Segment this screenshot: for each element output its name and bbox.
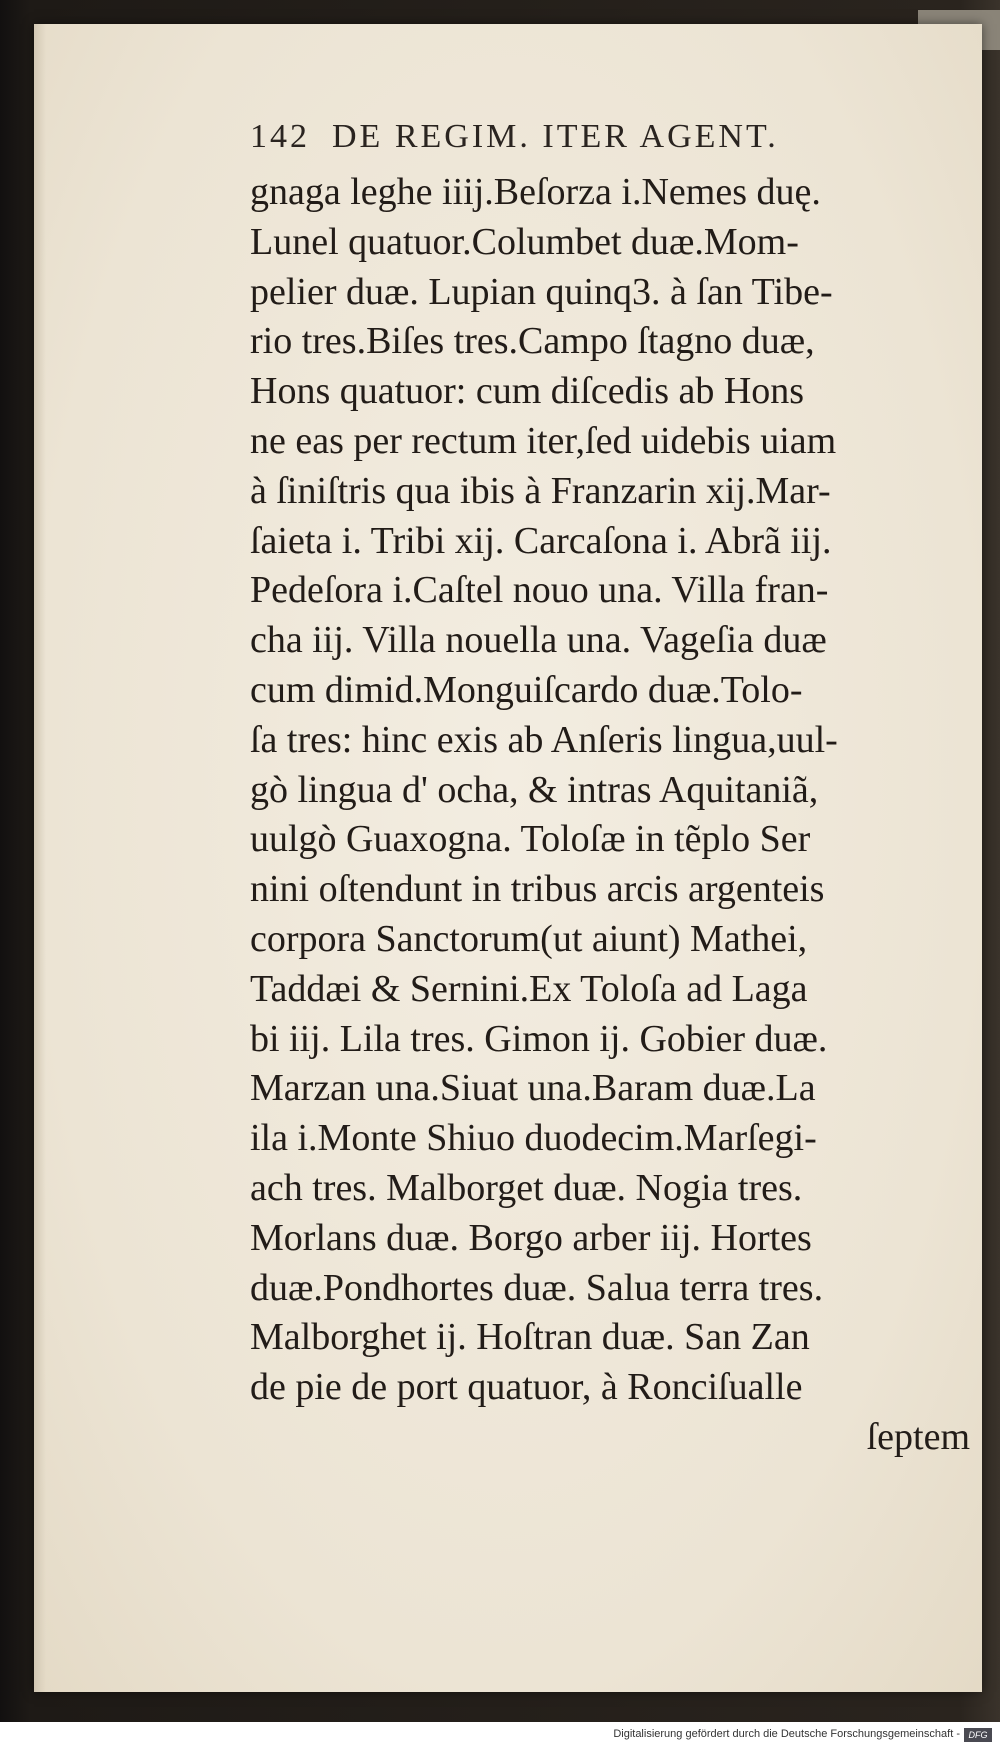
text-line: ſaieta i. Tribi xij. Carcaſona i. Abrã iij. bbox=[250, 519, 832, 562]
dfg-logo-icon: DFG bbox=[964, 1728, 992, 1742]
text-line: Pedeſora i.Caſtel nouo una. Villa fran- bbox=[250, 569, 829, 612]
text-line: à ſiniſtris qua ibis à Franzarin xij.Mar- bbox=[250, 469, 831, 512]
text-line: Morlans duæ. Borgo arber iij. Hortes bbox=[250, 1216, 812, 1259]
funding-credit: Digitalisierung gefördert durch die Deutsche Forschungsgemeinschaft - bbox=[613, 1728, 960, 1740]
running-head-title: DE REGIM. ITER AGENT. bbox=[332, 118, 779, 155]
text-line: de pie de port quatuor, à Ronciſualle bbox=[250, 1366, 803, 1409]
body-text bbox=[250, 168, 970, 1463]
page-number: 142 bbox=[250, 118, 310, 155]
text-line: pelier duæ. Lupian quinq3. à ſan Tibe- bbox=[250, 270, 833, 313]
catchword: ſeptem bbox=[866, 1415, 970, 1458]
text-line: cum dimid.Monguiſcardo duæ.Tolo- bbox=[250, 668, 803, 711]
page-gutter-shadow bbox=[34, 24, 46, 1692]
text-line: gnaga leghe iiij.Beſorza i.Nemes duę. bbox=[250, 171, 821, 213]
text-line: Taddæi & Sernini.Ex Toloſa ad Laga bbox=[250, 967, 808, 1010]
text-line: Malborghet ij. Hoſtran duæ. San Zan bbox=[250, 1316, 810, 1359]
running-head bbox=[250, 118, 930, 158]
text-line: bi iij. Lila tres. Gimon ij. Gobier duæ. bbox=[250, 1017, 828, 1060]
text-line: corpora Sanctorum(ut aiunt) Mathei, bbox=[250, 917, 808, 960]
text-line: ne eas per rectum iter,ſed uidebis uiam bbox=[250, 419, 837, 462]
text-line: cha iij. Villa nouella una. Vageſia duæ bbox=[250, 619, 827, 662]
text-line: ach tres. Malborget duæ. Nogia tres. bbox=[250, 1166, 803, 1209]
digitization-footer bbox=[0, 1722, 1000, 1752]
text-line: ila i.Monte Shiuo duodecim.Marſegi- bbox=[250, 1117, 817, 1160]
text-line: Hons quatuor: cum diſcedis ab Hons bbox=[250, 370, 805, 413]
text-line: nini oſtendunt in tribus arcis argenteis bbox=[250, 868, 825, 911]
text-line: Marzan una.Siuat una.Baram duæ.La bbox=[250, 1067, 816, 1110]
text-line: rio tres.Biſes tres.Campo ſtagno duæ, bbox=[250, 320, 815, 363]
text-line: uulgò Guaxogna. Toloſæ in tẽplo Ser bbox=[250, 818, 811, 861]
text-line: gò lingua d' ocha, & intras Aquitaniã, bbox=[250, 768, 819, 811]
text-line: Lunel quatuor.Columbet duæ.Mom- bbox=[250, 220, 799, 263]
text-line: ſa tres: hinc exis ab Anſeris lingua,uul- bbox=[250, 718, 838, 761]
text-line: duæ.Pondhortes duæ. Salua terra tres. bbox=[250, 1266, 824, 1309]
